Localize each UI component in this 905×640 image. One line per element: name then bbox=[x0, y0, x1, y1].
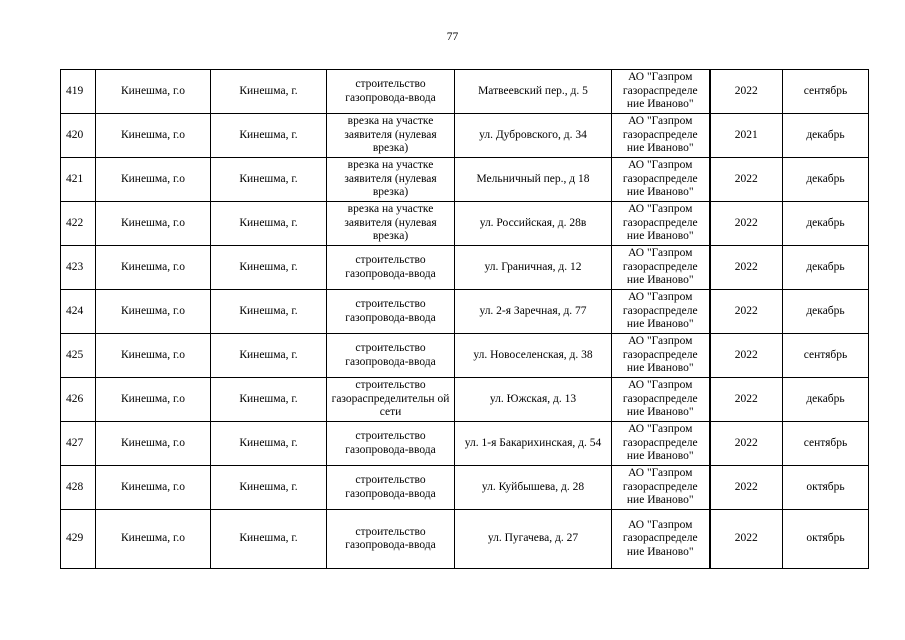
work-type-cell: строительство газопровода-ввода bbox=[327, 70, 455, 114]
organization-cell: АО "Газпром газораспределе ние Иваново" bbox=[612, 378, 710, 422]
organization-cell: АО "Газпром газораспределе ние Иваново" bbox=[612, 334, 710, 378]
locality-cell: Кинешма, г. bbox=[211, 202, 327, 246]
row-number: 421 bbox=[61, 158, 96, 202]
row-number: 426 bbox=[61, 378, 96, 422]
table-row bbox=[61, 290, 869, 334]
district-cell: Кинешма, г.о bbox=[96, 466, 211, 510]
district-cell: Кинешма, г.о bbox=[96, 202, 211, 246]
locality-cell: Кинешма, г. bbox=[211, 466, 327, 510]
row-number: 419 bbox=[61, 70, 96, 114]
year-cell: 2021 bbox=[710, 114, 783, 158]
organization-cell: АО "Газпром газораспределе ние Иваново" bbox=[612, 466, 710, 510]
work-type-cell: врезка на участке заявителя (нулевая врезка) bbox=[327, 202, 455, 246]
month-cell: декабрь bbox=[783, 202, 869, 246]
district-cell: Кинешма, г.о bbox=[96, 334, 211, 378]
address-cell: ул. Граничная, д. 12 bbox=[455, 246, 612, 290]
district-cell: Кинешма, г.о bbox=[96, 378, 211, 422]
locality-cell: Кинешма, г. bbox=[211, 378, 327, 422]
work-type-cell: строительство газораспределительн ой сети bbox=[327, 378, 455, 422]
row-number: 422 bbox=[61, 202, 96, 246]
row-number: 424 bbox=[61, 290, 96, 334]
address-cell: ул. Новоселенская, д. 38 bbox=[455, 334, 612, 378]
locality-cell: Кинешма, г. bbox=[211, 158, 327, 202]
table-row bbox=[61, 422, 869, 466]
table-row bbox=[61, 114, 869, 158]
year-cell: 2022 bbox=[710, 158, 783, 202]
work-type-cell: строительство газопровода-ввода bbox=[327, 246, 455, 290]
month-cell: декабрь bbox=[783, 246, 869, 290]
year-cell: 2022 bbox=[710, 202, 783, 246]
year-cell: 2022 bbox=[710, 466, 783, 510]
address-cell: ул. Южская, д. 13 bbox=[455, 378, 612, 422]
address-cell: ул. Пугачева, д. 27 bbox=[455, 510, 612, 569]
work-type-cell: строительство газопровода-ввода bbox=[327, 510, 455, 569]
locality-cell: Кинешма, г. bbox=[211, 246, 327, 290]
year-cell: 2022 bbox=[710, 510, 783, 569]
locality-cell: Кинешма, г. bbox=[211, 70, 327, 114]
locality-cell: Кинешма, г. bbox=[211, 334, 327, 378]
month-cell: сентябрь bbox=[783, 70, 869, 114]
row-number: 429 bbox=[61, 510, 96, 569]
work-type-cell: строительство газопровода-ввода bbox=[327, 334, 455, 378]
table-row bbox=[61, 510, 869, 569]
month-cell: октябрь bbox=[783, 466, 869, 510]
year-cell: 2022 bbox=[710, 290, 783, 334]
work-type-cell: строительство газопровода-ввода bbox=[327, 466, 455, 510]
locality-cell: Кинешма, г. bbox=[211, 422, 327, 466]
month-cell: декабрь bbox=[783, 114, 869, 158]
year-cell: 2022 bbox=[710, 246, 783, 290]
organization-cell: АО "Газпром газораспределе ние Иваново" bbox=[612, 290, 710, 334]
address-cell: ул. Куйбышева, д. 28 bbox=[455, 466, 612, 510]
organization-cell: АО "Газпром газораспределе ние Иваново" bbox=[612, 202, 710, 246]
table-row bbox=[61, 246, 869, 290]
year-cell: 2022 bbox=[710, 422, 783, 466]
work-type-cell: врезка на участке заявителя (нулевая врезка) bbox=[327, 114, 455, 158]
organization-cell: АО "Газпром газораспределе ние Иваново" bbox=[612, 158, 710, 202]
district-cell: Кинешма, г.о bbox=[96, 510, 211, 569]
organization-cell: АО "Газпром газораспределе ние Иваново" bbox=[612, 510, 710, 569]
year-cell: 2022 bbox=[710, 334, 783, 378]
page-number: 77 bbox=[446, 31, 459, 43]
address-cell: Матвеевский пер., д. 5 bbox=[455, 70, 612, 114]
organization-cell: АО "Газпром газораспределе ние Иваново" bbox=[612, 114, 710, 158]
locality-cell: Кинешма, г. bbox=[211, 290, 327, 334]
month-cell: октябрь bbox=[783, 510, 869, 569]
district-cell: Кинешма, г.о bbox=[96, 70, 211, 114]
address-cell: ул. 1-я Бакарихинская, д. 54 bbox=[455, 422, 612, 466]
district-cell: Кинешма, г.о bbox=[96, 290, 211, 334]
district-cell: Кинешма, г.о bbox=[96, 158, 211, 202]
row-number: 423 bbox=[61, 246, 96, 290]
month-cell: декабрь bbox=[783, 378, 869, 422]
work-type-cell: строительство газопровода-ввода bbox=[327, 422, 455, 466]
month-cell: декабрь bbox=[783, 158, 869, 202]
row-number: 420 bbox=[61, 114, 96, 158]
table-row bbox=[61, 466, 869, 510]
row-number: 428 bbox=[61, 466, 96, 510]
table-row bbox=[61, 334, 869, 378]
work-type-cell: врезка на участке заявителя (нулевая врезка) bbox=[327, 158, 455, 202]
address-cell: ул. Российская, д. 28в bbox=[455, 202, 612, 246]
organization-cell: АО "Газпром газораспределе ние Иваново" bbox=[612, 422, 710, 466]
table-row bbox=[61, 202, 869, 246]
table-row bbox=[61, 70, 869, 114]
organization-cell: АО "Газпром газораспределе ние Иваново" bbox=[612, 246, 710, 290]
row-number: 427 bbox=[61, 422, 96, 466]
locality-cell: Кинешма, г. bbox=[211, 114, 327, 158]
table-row bbox=[61, 158, 869, 202]
year-cell: 2022 bbox=[710, 70, 783, 114]
district-cell: Кинешма, г.о bbox=[96, 246, 211, 290]
address-cell: ул. Дубровского, д. 34 bbox=[455, 114, 612, 158]
address-cell: Мельничный пер., д 18 bbox=[455, 158, 612, 202]
row-number: 425 bbox=[61, 334, 96, 378]
organization-cell: АО "Газпром газораспределе ние Иваново" bbox=[612, 70, 710, 114]
month-cell: сентябрь bbox=[783, 334, 869, 378]
month-cell: декабрь bbox=[783, 290, 869, 334]
locality-cell: Кинешма, г. bbox=[211, 510, 327, 569]
gas-connection-table bbox=[60, 69, 869, 569]
district-cell: Кинешма, г.о bbox=[96, 422, 211, 466]
district-cell: Кинешма, г.о bbox=[96, 114, 211, 158]
table-row bbox=[61, 378, 869, 422]
work-type-cell: строительство газопровода-ввода bbox=[327, 290, 455, 334]
year-cell: 2022 bbox=[710, 378, 783, 422]
address-cell: ул. 2-я Заречная, д. 77 bbox=[455, 290, 612, 334]
month-cell: сентябрь bbox=[783, 422, 869, 466]
